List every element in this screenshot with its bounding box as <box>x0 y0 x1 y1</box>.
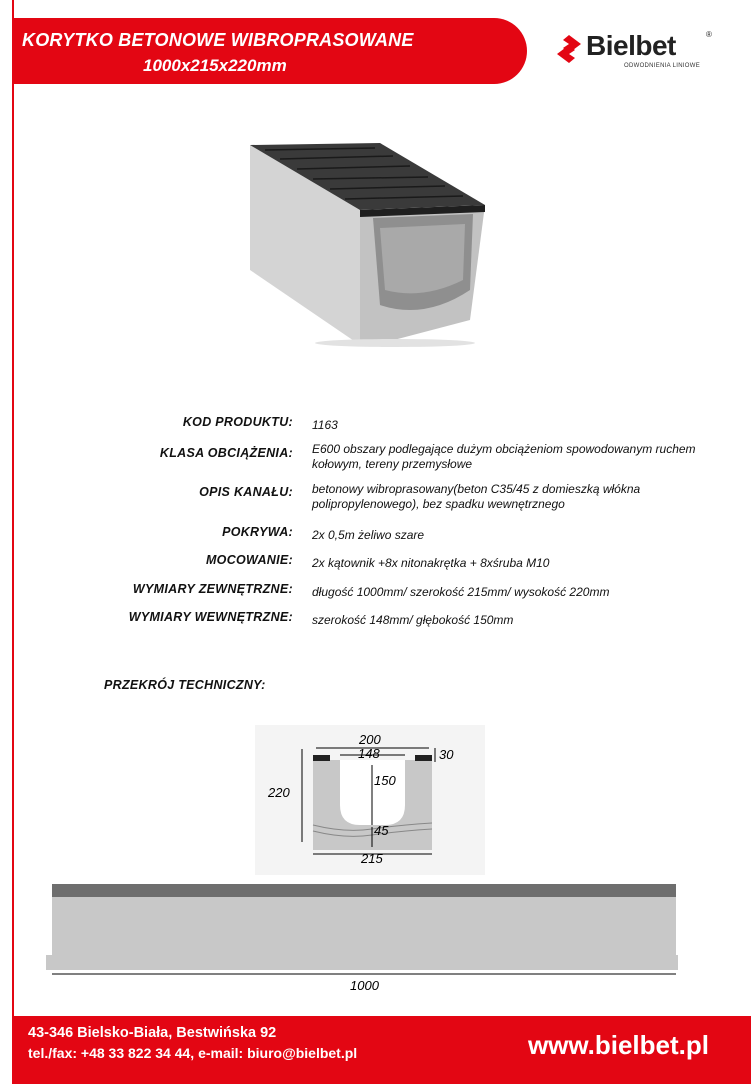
logo-mark-icon <box>556 34 582 64</box>
dim-1000-label: 1000 <box>350 978 379 993</box>
logo-tagline: ODWODNIENIA LINIOWE <box>624 63 701 69</box>
company-contact: tel./fax: +48 33 822 34 44, e-mail: biuro@bielbet.pl <box>28 1045 358 1061</box>
spec-value: szerokość 148mm/ głębokość 150mm <box>312 613 514 627</box>
spec-value: długość 1000mm/ szerokość 215mm/ wysokość 220mm <box>312 585 610 599</box>
logo-wordmark: Bielbet <box>586 30 676 61</box>
dim-150-label: 150 <box>374 773 396 788</box>
left-border-rule <box>12 0 14 1084</box>
dim-45-label: 45 <box>374 823 389 838</box>
company-address: 43-346 Bielsko-Biała, Bestwińska 92 <box>28 1025 277 1041</box>
spec-label: POKRYWA: <box>222 525 293 539</box>
dim-148-label: 148 <box>358 746 380 761</box>
technical-section-heading: PRZEKRÓJ TECHNICZNY: <box>104 678 266 692</box>
spec-label: WYMIARY ZEWNĘTRZNE: <box>132 582 293 596</box>
spec-label: WYMIARY WEWNĘTRZNE: <box>128 610 293 624</box>
dim-200-label: 200 <box>359 732 381 747</box>
side-view-drawing <box>40 878 730 998</box>
dim-220-label: 220 <box>268 785 290 800</box>
footer-bar <box>12 1016 751 1084</box>
product-photo <box>245 140 495 350</box>
spec-value: E600 obszary podlegające dużym obciążeniom spowodowanym ruchem kołowym, tereny przemysłowe <box>312 442 696 471</box>
spec-label: MOCOWANIE: <box>205 553 293 567</box>
spec-label: KLASA OBCIĄŻENIA: <box>159 446 293 460</box>
dim-30-label: 30 <box>439 747 454 762</box>
product-dimensions-title: 1000x215x220mm <box>143 56 287 75</box>
spec-value: 2x kątownik +8x nitonakrętka + 8xśruba M10 <box>312 556 550 570</box>
spec-value: 2x 0,5m żeliwo szare <box>312 528 425 542</box>
spec-value: 1163 <box>312 418 338 432</box>
cross-section-drawing <box>255 725 485 875</box>
bielbet-logo <box>556 30 716 74</box>
website-link[interactable]: www.bielbet.pl <box>527 1030 709 1060</box>
logo-registered-mark: ® <box>706 30 712 39</box>
spec-value: betonowy wibroprasowany(beton C35/45 z domieszką włókna polipropylenowego), bez spadku wewnętrznego <box>312 482 641 511</box>
product-title: KORYTKO BETONOWE WIBROPRASOWANE <box>22 30 414 50</box>
dim-215-label: 215 <box>361 851 383 866</box>
spec-label: OPIS KANAŁU: <box>199 485 293 499</box>
spec-label: KOD PRODUKTU: <box>182 415 293 429</box>
